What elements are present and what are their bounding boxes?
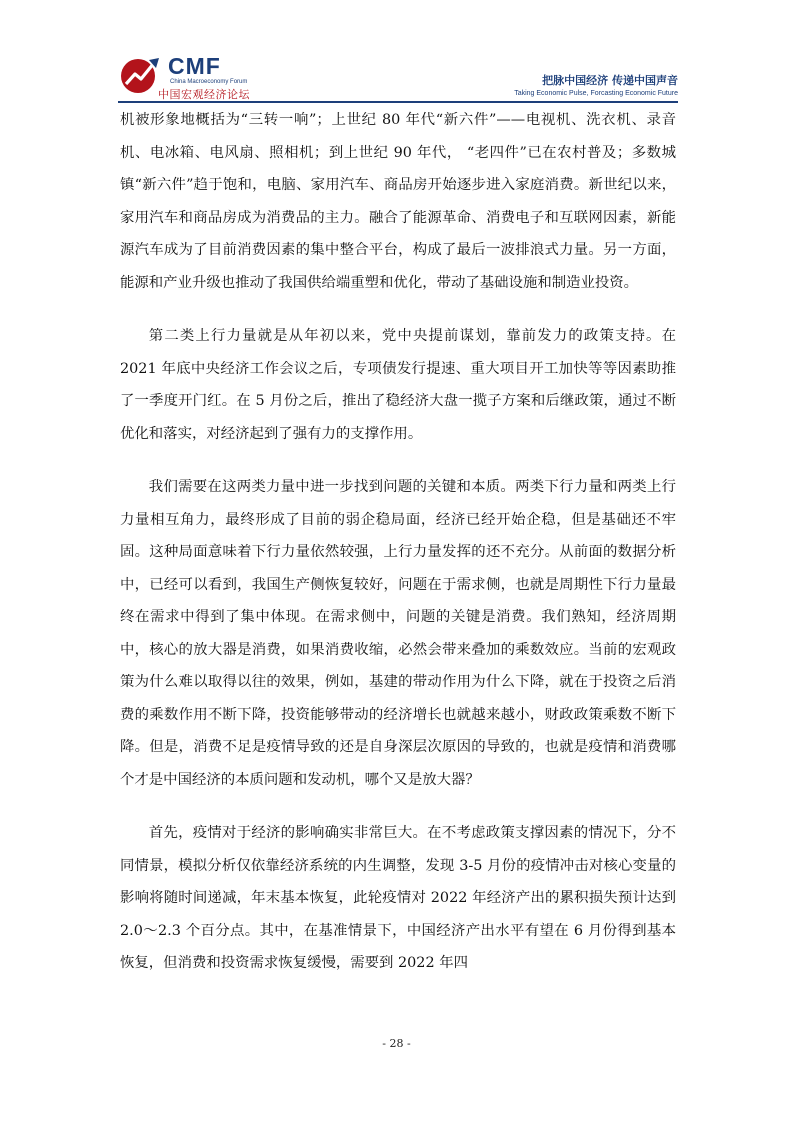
paragraph: 第二类上行力量就是从年初以来，党中央提前谋划，靠前发力的政策支持。在 2021 年底中央经济工作会议之后，专项债发行提速、重大项目开工加快等等因素助推了一季度开门红。在 5 月份之后，推出了稳经济大盘一揽子方案和后继政策，通过不断优化和落实，对经济起到了强有力的支撑作用。 — [120, 328, 676, 442]
body-text — [120, 104, 676, 1001]
header-rule — [118, 101, 678, 103]
page-number: - 28 - — [382, 1037, 411, 1050]
slogan-english: Taking Economic Pulse, Forcasting Economic Future — [514, 90, 678, 97]
header-slogan — [514, 72, 678, 97]
logo-english-name: China Macroeconomy Forum — [170, 79, 248, 85]
page-header — [118, 50, 678, 102]
logo-wordmark: CMF — [168, 53, 221, 79]
slogan-chinese: 把脉中国经济 传递中国声音 — [542, 74, 678, 87]
paragraph: 机被形象地概括为“三转一响”；上世纪 80 年代“新六件”——电视机、洗衣机、录音机、电冰箱、电风扇、照相机；到上世纪 90 年代， “老四件”已在农村普及；多数城镇“新六件”趋于饱和，电脑、家用汽车、商品房开始逐步进入家庭消费。新世纪以来，家用汽车和商品房成为消费品的主力。融合了能源革命、消费电子和互联网因素，新能源汽车成为了目前消费因素的集中整合平台，构成了最后一波排浪式力量。另一方面，能源和产业升级也推动了我国供给端重塑和优化，带动了基础设施和制造业投资。 — [120, 112, 676, 291]
cmf-logo — [118, 50, 308, 102]
logo-chinese-name: 中国宏观经济论坛 — [158, 88, 250, 101]
paragraph: 我们需要在这两类力量中进一步找到问题的关键和本质。两类下行力量和两类上行力量相互角力，最终形成了目前的弱企稳局面，经济已经开始企稳，但是基础还不牢固。这种局面意味着下行力量依然较强，上行力量发挥的还不充分。从前面的数据分析中，已经可以看到，我国生产侧恢复较好，问题在于需求侧，也就是周期性下行力量最终在需求中得到了集中体现。在需求侧中，问题的关键是消费。我们熟知，经济周期中，核心的放大器是消费，如果消费收缩，必然会带来叠加的乘数效应。当前的宏观政策为什么难以取得以往的效果，例如，基建的带动作用为什么下降，就在于投资之后消费的乘数作用不断下降，投资能够带动的经济增长也就越来越小，财政政策乘数不断下降。但是，消费不足是疫情导致的还是自身深层次原因的导致的，也就是疫情和消费哪个才是中国经济的本质问题和发动机，哪个又是放大器？ — [120, 479, 676, 788]
paragraph: 首先，疫情对于经济的影响确实非常巨大。在不考虑政策支撑因素的情况下，分不同情景，模拟分析仅依靠经济系统的内生调整，发现 3-5 月份的疫情冲击对核心变量的影响将随时间递减，年末基本恢复，此轮疫情对 2022 年经济产出的累积损失预计达到 2.0～2.3 个百分点。其中，在基准情景下，中国经济产出水平有望在 6 月份得到基本恢复，但消费和投资需求恢复缓慢，需要到 2022 年四 — [120, 825, 676, 971]
